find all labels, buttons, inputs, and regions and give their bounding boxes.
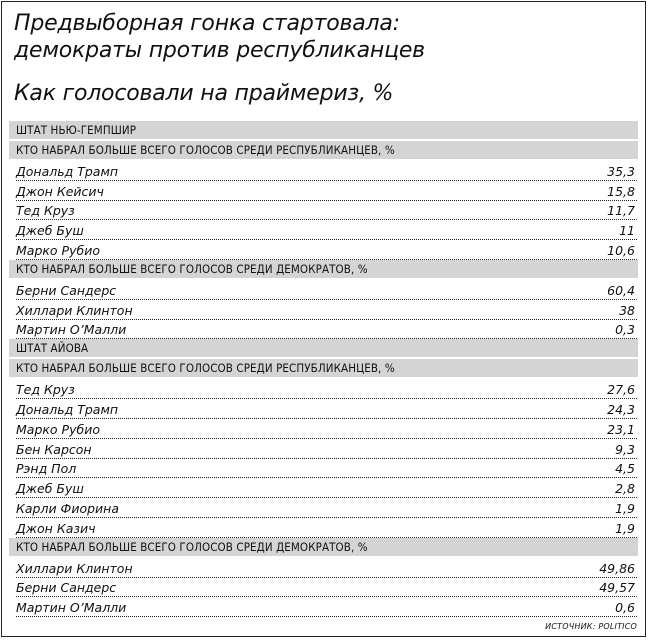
candidate-name: Хиллари Клинтон [16, 302, 133, 318]
vote-percent: 23,1 [607, 421, 635, 437]
candidate-name: Рэнд Пол [16, 461, 77, 477]
candidate-name: Джон Кейсич [16, 183, 104, 199]
candidate-name: Хиллари Клинтон [16, 560, 133, 576]
table-row [16, 478, 637, 498]
table-row [16, 578, 637, 598]
candidate-name: Джеб Буш [16, 481, 84, 497]
table-row [16, 597, 637, 617]
vote-percent: 11,7 [607, 203, 635, 219]
candidate-name: Марко Рубио [16, 421, 100, 437]
candidate-name: Тед Круз [16, 203, 75, 219]
candidate-name: Джон Казич [16, 520, 96, 536]
results-table [9, 121, 638, 617]
vote-percent: 2,8 [615, 481, 635, 497]
vote-percent: 9,3 [615, 441, 635, 457]
vote-percent: 15,8 [607, 183, 635, 199]
vote-percent: 60,4 [607, 282, 635, 298]
state-header: ШТАТ АЙОВА [9, 339, 638, 357]
subhead: Как голосовали на праймериз, % [14, 81, 394, 106]
candidate-name: Джеб Буш [16, 223, 84, 239]
group-header: КТО НАБРАЛ БОЛЬШЕ ВСЕГО ГОЛОСОВ СРЕДИ РЕСПУБЛИКАНЦЕВ, % [9, 359, 638, 377]
candidate-name: Дональд Трамп [16, 401, 119, 417]
candidate-name: Берни Сандерс [16, 282, 117, 298]
candidate-name: Тед Круз [16, 382, 75, 398]
headline-line-1: Предвыборная гонка стартовала: [14, 11, 400, 36]
vote-percent: 10,6 [607, 242, 635, 258]
candidate-name: Марко Рубио [16, 242, 100, 258]
table-row [16, 201, 637, 221]
table-row [16, 300, 637, 320]
vote-percent: 24,3 [607, 401, 635, 417]
table-row [16, 379, 637, 399]
table-row [16, 558, 637, 578]
group-header: КТО НАБРАЛ БОЛЬШЕ ВСЕГО ГОЛОСОВ СРЕДИ ДЕМОКРАТОВ, % [9, 260, 638, 278]
group-header: КТО НАБРАЛ БОЛЬШЕ ВСЕГО ГОЛОСОВ СРЕДИ ДЕМОКРАТОВ, % [9, 538, 638, 556]
candidate-name: Карли Фиорина [16, 500, 119, 516]
table-row [16, 161, 637, 181]
vote-percent: 27,6 [607, 382, 635, 398]
vote-percent: 0,3 [615, 322, 635, 338]
vote-percent: 49,57 [599, 580, 635, 596]
table-row [16, 181, 637, 201]
source-note: ИСТОЧНИК: POLITICO [545, 622, 637, 631]
vote-percent: 35,3 [607, 163, 635, 179]
vote-percent: 0,6 [615, 600, 635, 616]
group-header: КТО НАБРАЛ БОЛЬШЕ ВСЕГО ГОЛОСОВ СРЕДИ РЕСПУБЛИКАНЦЕВ, % [9, 141, 638, 159]
vote-percent: 1,9 [615, 500, 635, 516]
table-row [16, 220, 637, 240]
table-row [16, 459, 637, 479]
table-row [16, 240, 637, 260]
vote-percent: 11 [619, 223, 635, 239]
table-row [16, 518, 637, 538]
candidate-name: Дональд Трамп [16, 163, 119, 179]
headline-line-2: демократы против республиканцев [14, 38, 425, 63]
state-header: ШТАТ НЬЮ-ГЕМПШИР [9, 121, 638, 139]
table-row [16, 399, 637, 419]
table-row [16, 498, 637, 518]
table-row [16, 280, 637, 300]
table-row [16, 419, 637, 439]
candidate-name: Мартин О’Малли [16, 322, 127, 338]
candidate-name: Мартин О’Малли [16, 600, 127, 616]
table-row [16, 320, 637, 340]
vote-percent: 49,86 [599, 560, 635, 576]
table-row [16, 439, 637, 459]
candidate-name: Берни Сандерс [16, 580, 117, 596]
vote-percent: 38 [619, 302, 635, 318]
vote-percent: 4,5 [615, 461, 635, 477]
candidate-name: Бен Карсон [16, 441, 92, 457]
headline [14, 10, 634, 64]
vote-percent: 1,9 [615, 520, 635, 536]
